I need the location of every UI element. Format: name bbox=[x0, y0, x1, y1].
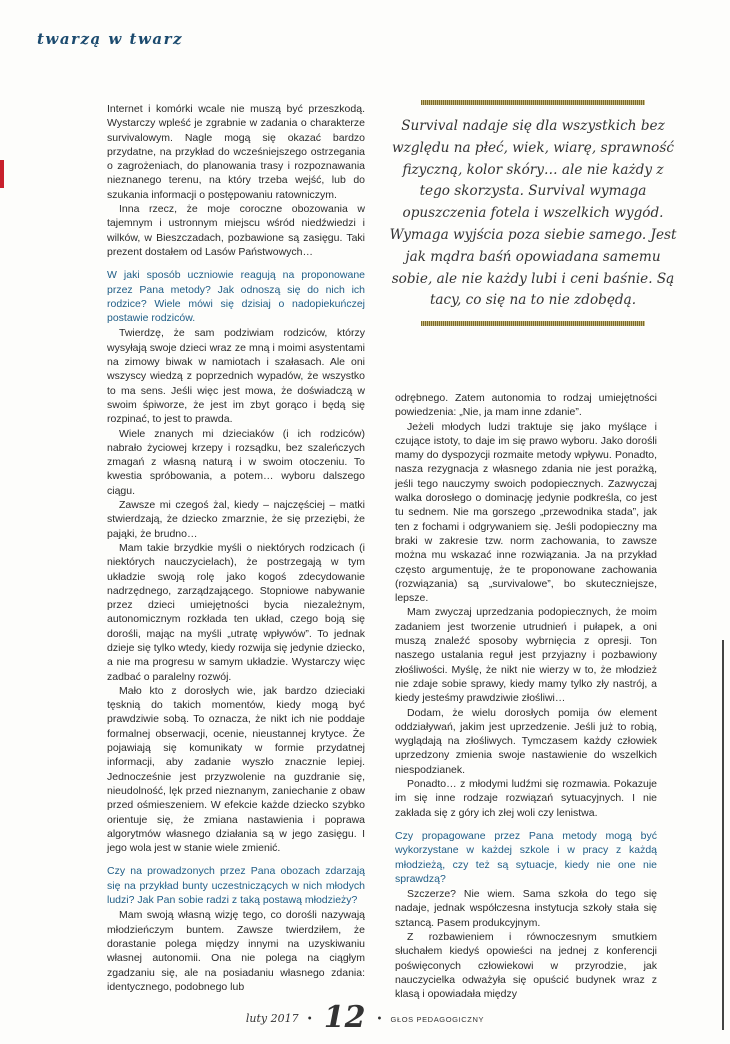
page-number: 12 bbox=[323, 1000, 366, 1035]
interview-question: Czy propagowane przez Pana metody mogą być wykorzystane w każdej szkole i w pracy z każdą młodzieżą, czy też są sytuacje, kiedy nie one nie sprawdzą? bbox=[395, 829, 657, 885]
paragraph: Szczerze? Nie wiem. Sama szkoła do tego się nadaje, jednak współczesna instytucja szkoły stała się sztancą. Pasem produkcyjnym. bbox=[395, 888, 657, 929]
separator-dot: • bbox=[306, 1014, 313, 1025]
paragraph: Zawsze mi czegoś żal, kiedy – najczęściej – matki stwierdzają, że dziecko zmarznie, że się przeziębi, że pająki, że brudno… bbox=[107, 499, 365, 540]
pull-quote bbox=[388, 100, 678, 326]
interview-question: W jaki sposób uczniowie reagują na proponowane przez Pana metody? Jak odnoszą się do nich ich rodzice? Wiele mówi się dzisiaj o nadopiekuńczej postawie rodziców. bbox=[107, 269, 365, 325]
section-header: twarzą w twarz bbox=[37, 30, 184, 48]
paragraph: Z rozbawieniem i równoczesnym smutkiem słuchałem kiedyś opowieści na jednej z konferencji poświęconych człowiekowi w przyrodzie, jak nauczycielka odważyła się opuścić budynek wraz z klasą i opowiadała między bbox=[395, 930, 657, 1001]
paragraph: Ponadto… z młodymi ludźmi się rozmawia. Pokazuje im się inne rodzaje rozwiązań sytuacyjnych. I nie zakłada się z góry ich złej woli czy lenistwa. bbox=[395, 778, 657, 819]
paragraph: Dodam, że wielu dorosłych pomija ów element oddziaływań, jakim jest uprzedzenie. Jeśli już to robią, wyglądają na złośliwych. Tymczasem każdy człowiek uprzedzony zmienia swoje nastawienie do wszelkich niespodzianek. bbox=[395, 706, 657, 776]
paragraph: Twierdzę, że sam podziwiam rodziców, którzy wysyłają swoje dzieci wraz ze mną i moimi asystentami na zimowy biwak w namiotach i szałasach. Ale oni wszyscy wiedzą z poprzednich wypadów, że wszystko to ma sens. Jeśli więc jest mowa, że doświadczą w swoim śpiworze, że jest im zbyt gorąco i będą się rozpinać, to jest to prawda. bbox=[107, 327, 365, 426]
pull-quote-text: Survival nadaje się dla wszystkich bez względu na płeć, wiek, wiarę, sprawność fizyczną, kolor skóry… ale nie każdy z tego skorzysta. Survival wymaga opuszczenia fotela i wszelkich wygód. Wymaga wyjścia poza siebie samego. Jest jak mądra baśń opowiadana samemu sobie, ale nie każdy lubi i ceni baśnie. Są tacy, co się na to nie zdobędą. bbox=[389, 118, 677, 309]
left-column bbox=[107, 102, 365, 994]
paragraph: Mało kto z dorosłych wie, jak bardzo dzieciaki tęsknią do takich momentów, kiedy mogą być prawdziwie sobą. To oznacza, że nikt ich nie poddaje formalnej obserwacji, ocenie, nieustannej krytyce. Że pojawiają się komunikaty w formie przydatnej informacji, aby zadanie wyszło znacznie lepiej. Jednocześnie jest przyzwolenie na guzdranie się, nieudolność, lęk przed nieznanym, zaniechanie z obaw przed ośmieszeniem. W efekcie każde dziecko szybko orientuje się, że zmiana nastawienia i poprawa algorytmów własnego działania są w jego zasięgu. I jego wola jest w stanie wiele zmienić. bbox=[107, 684, 365, 855]
publication-name: GŁOS PEDAGOGICZNY bbox=[390, 1015, 485, 1024]
paragraph: Wiele znanych mi dzieciaków (i ich rodziców) nabrało życiowej krzepy i rozsądku, bez szaleńczych zmagań z własną naturą i w swoim otoczeniu. To kwestia spróbowania, a potem… wyboru dalszego ciągu. bbox=[107, 427, 365, 497]
interview-question: Czy na prowadzonych przez Pana obozach zdarzają się na przykład bunty uczestniczących w nich młodych ludzi? Jak Pan sobie radzi z taką postawą młodzieży? bbox=[107, 865, 365, 907]
separator-dot: • bbox=[376, 1014, 383, 1025]
quote-bottom-ornament bbox=[421, 321, 645, 326]
paragraph: Mam takie brzydkie myśli o niektórych rodzicach (i niektórych nauczycielach), że postrzegają w tym układzie swoją rolę jako kogoś zdecydowanie nadrzędnego, zarządzającego. Stopniowe nabywanie przez dzieci umiejętności bycia niezależnym, autonomicznym rozkłada ten układ, czego boją się dorośli, mając na myśli „utratę wpływów”. To jednak dzieje się tylko wtedy, kiedy rozwija się jedynie dziecko, a nie ma progresu w samym układzie. Wystarczy więc zadbać o paralelny rozwój. bbox=[107, 541, 365, 683]
section-marker bbox=[0, 160, 4, 188]
right-column bbox=[395, 391, 657, 1001]
paragraph: odrębnego. Zatem autonomia to rodzaj umiejętności powiedzenia: „Nie, ja mam inne zdanie”. bbox=[395, 392, 657, 419]
paragraph: Internet i komórki wcale nie muszą być przeszkodą. Wystarczy wpleść je zgrabnie w zadania o charakterze survivalowym. Nagle mogą się okazać bardzo przydatne, na przykład do wcześniejszego ostrzegania o zagrożeniach, do planowania trasy i rozpoznawania nieznanego terenu, na który trzeba wejść, lub do szukania informacji o postępowaniu ratowniczym. bbox=[107, 103, 365, 201]
page-edge-rule bbox=[722, 640, 724, 1030]
paragraph: Jeżeli młodych ludzi traktuje się jako myślące i czujące istoty, to daje im się prawo wyboru. Jako dorośli mamy do dyspozycji rozmaite metody wpływu. Ponadto, nasza rezygnacja z własnego zdania nie jest porażką, jeśli tego nauczymy swoich podopiecznych. Zazwyczaj walka dorosłego o dominację jedynie podkreśla, co jest tu sednem. Nie ma gorszego „przewodnika stada”, jak ten z fochami i odgrywaniem się. Jeśli podopieczny ma braki w zakresie tzw. norm zachowania, to zawsze można mu wskazać inne rozwiązania. Ja na przykład często argumentuję, że te proponowane zachowania (rozwiązania) są „survivalowe”, bo skuteczniejsze, lepsze. bbox=[395, 420, 657, 605]
paragraph: Mam zwyczaj uprzedzania podopiecznych, że moim zadaniem jest tworzenie utrudnień i pułapek, a oni muszą znaleźć sposoby wybrnięcia z opresji. Ton naszego ustalania reguł jest przyjazny i pozbawiony złośliwości. Myślę, że nikt nie wierzy w to, że młodzież nie zdaje sobie sprawy, kiedy mamy tylko zły nastrój, a kiedy jesteśmy prawdziwie złośliwi… bbox=[395, 606, 657, 705]
issue-month: luty 2017 bbox=[245, 1012, 299, 1025]
page-footer bbox=[0, 1000, 730, 1035]
paragraph: Inna rzecz, że moje coroczne obozowania w tajemnym i ustronnym miejscu wśród niedźwiedzi i wilków, w Bieszczadach, pozbawione są zasięgu. Taki prezent dostałem od Lasów Państwowych… bbox=[107, 203, 365, 258]
paragraph: Mam swoją własną wizję tego, co dorośli nazywają młodzieńczym buntem. Zawsze twierdziłem, że dorastanie polega między innymi na uzyskiwaniu własnej autonomii. Ona nie polega na ciągłym zgadzaniu się, ale na posiadaniu własnego zdania: identycznego, podobnego lub bbox=[107, 909, 365, 993]
